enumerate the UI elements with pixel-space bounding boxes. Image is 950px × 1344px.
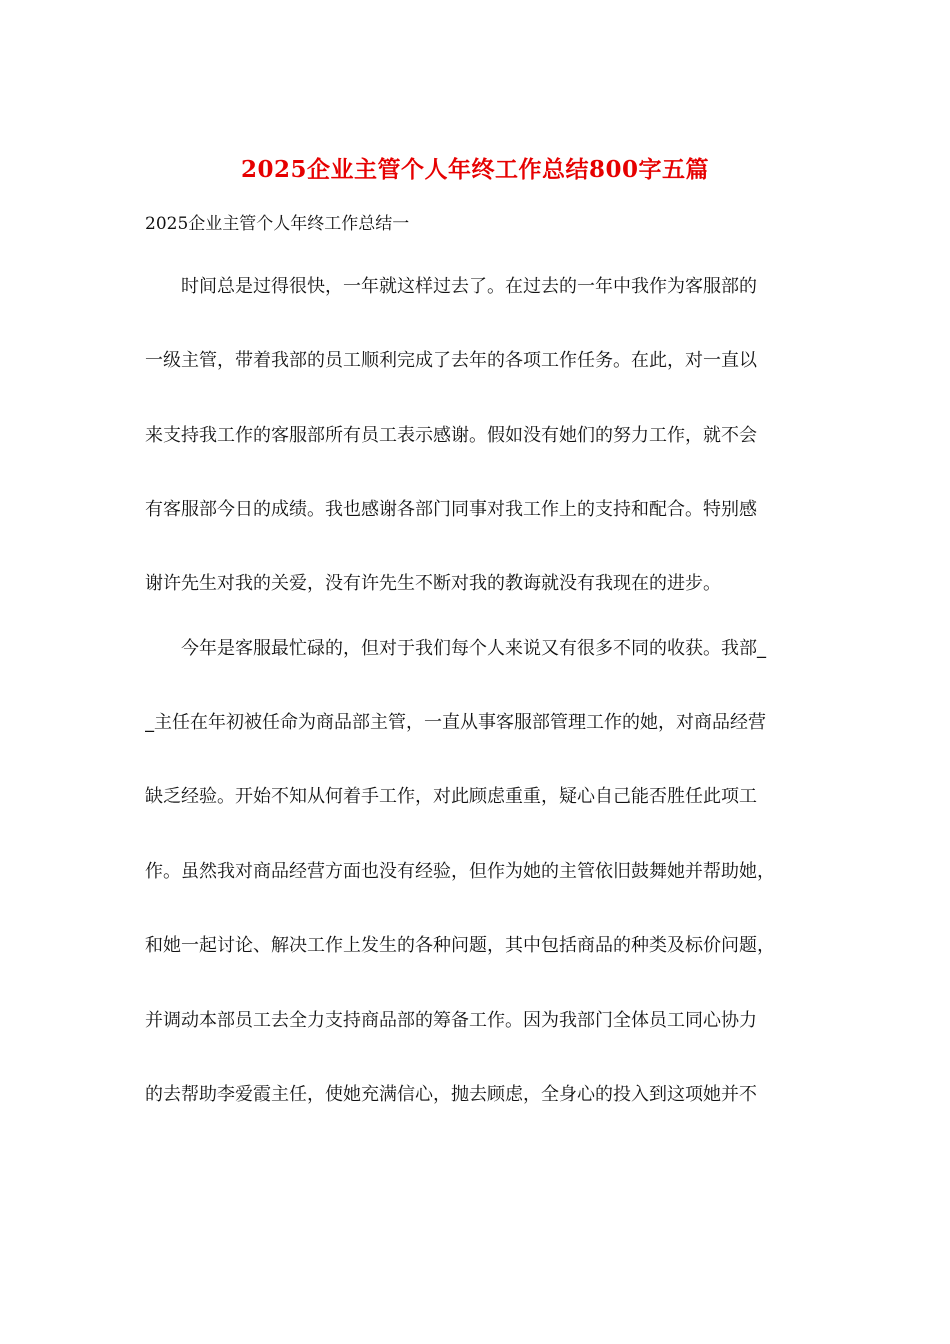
body-line: 缺乏经验。开始不知从何着手工作，对此顾虑重重，疑心自己能否胜任此项工	[145, 786, 757, 807]
body-line: 有客服部今日的成绩。我也感谢各部门同事对我工作上的支持和配合。特别感	[145, 499, 757, 520]
body-line: 一级主管，带着我部的员工顺利完成了去年的各项工作任务。在此，对一直以	[145, 350, 757, 371]
body-line: 作。虽然我对商品经营方面也没有经验，但作为她的主管依旧鼓舞她并帮助她，	[145, 861, 775, 882]
body-line: 的去帮助李爱霞主任，使她充满信心，抛去顾虑，全身心的投入到这项她并不	[145, 1084, 757, 1105]
body-line: 并调动本部员工去全力支持商品部的筹备工作。因为我部门全体员工同心协力	[145, 1010, 757, 1031]
body-line: 和她一起讨论、解决工作上发生的各种问题，其中包括商品的种类及标价问题，	[145, 935, 775, 956]
body-line: 来支持我工作的客服部所有员工表示感谢。假如没有她们的努力工作，就不会	[145, 425, 757, 446]
section-heading: 2025企业主管个人年终工作总结一	[145, 214, 410, 234]
body-line: 谢许先生对我的关爱，没有许先生不断对我的教诲就没有我现在的进步。	[145, 573, 721, 594]
body-line: _主任在年初被任命为商品部主管，一直从事客服部管理工作的她，对商品经营	[145, 712, 766, 733]
document-title: 2025企业主管个人年终工作总结800字五篇	[240, 156, 710, 183]
body-line: 今年是客服最忙碌的，但对于我们每个人来说又有很多不同的收获。我部_	[181, 638, 766, 659]
body-line: 时间总是过得很快，一年就这样过去了。在过去的一年中我作为客服部的	[181, 276, 757, 297]
